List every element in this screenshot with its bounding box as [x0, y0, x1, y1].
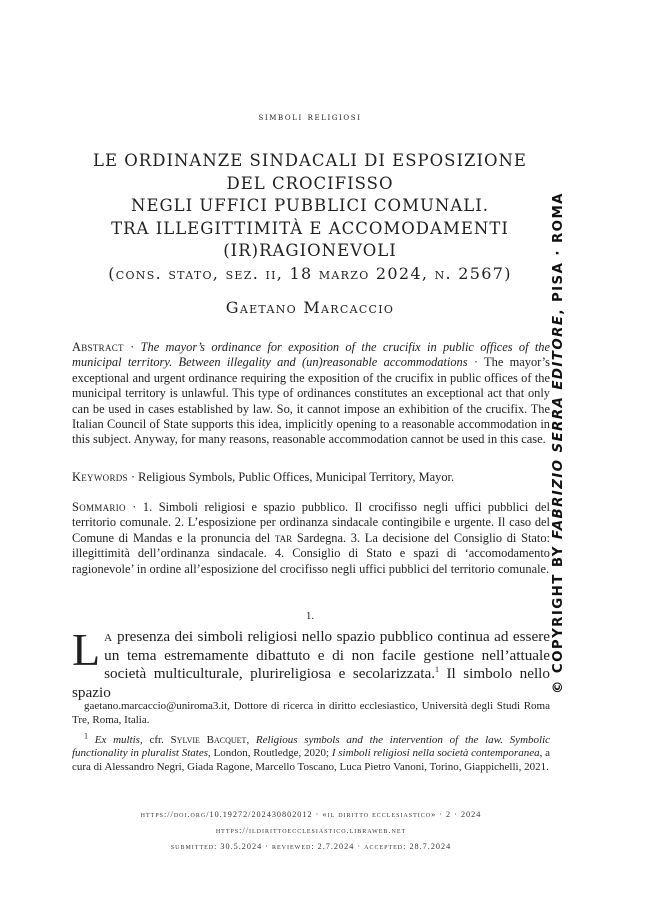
body-smallcaps: a [104, 628, 113, 645]
footnote-1 [72, 730, 551, 775]
author-affiliation: gaetano.marcaccio@uniroma3.it, Dottore di ricerca in diritto ecclesiastico, Università degli Studi Roma Tre, Roma, Italia. [72, 700, 550, 726]
title-case-reference: (cons. stato, sez. ii, 18 marzo 2024, n. 2567) [108, 263, 512, 283]
copyright-notice [548, 192, 570, 694]
article-title [40, 150, 580, 285]
abstract-english-title: The mayor’s ordinance for exposition of the crucifix in public offices of the municipal territory. Between illegality and (un)reasonable accommodations [72, 340, 550, 370]
keywords [72, 470, 550, 485]
section-number: 1. [305, 610, 315, 622]
copyright-prefix: © COPYRIGHT BY [551, 539, 566, 694]
body-text: presenza dei simboli religiosi nello spazio pubblico continua ad essere un tema estremamente dibattuto e di non facile gestione nell’attuale società multiculturale, plurireligiosa e secolarizzata. [104, 628, 550, 683]
fn-book-title: Religious symbols and the intervention of the law. Symbolic functionality in pluralist States [72, 733, 551, 760]
drop-cap: L [72, 624, 101, 675]
keywords-text: · Religious Symbols, Public Offices, Municipal Territory, Mayor. [127, 470, 455, 484]
keywords-label: Keywords [72, 470, 128, 484]
abstract-text: · The mayor’s exceptional and urgent ordinance requiring the exposition of the crucifix in public offices of the municipal territory is unlawful. This type of ordinances constitutes an exceptional act that only can be used in cases established by law. So, it cannot impose an exhibition of the crucifix. The Italian Council of State supports this idea, implicitly opening to a reasonable accommodation in this subject. Anyway, for many reasons, reasonable accommodation cannot be used in this case. [72, 355, 550, 447]
sommario-tar: tar [274, 530, 293, 545]
copyright-suffix: , PISA · ROMA [551, 192, 566, 315]
title-line: NEGLI UFFICI PUBBLICI COMUNALI. [131, 196, 489, 215]
footnotes [72, 700, 550, 781]
body-text-end: Il simbolo nello spazio [72, 665, 550, 701]
journal-url[interactable]: https://ildirittoecclesiastico.libraweb.net [215, 826, 407, 835]
copyright-publisher: FABRIZIO SERRA EDITORE [551, 314, 566, 540]
section-label: simboli religiosi [258, 112, 362, 123]
fn-text: , a cura di Alessandro Negri, Giada Ragone, Marcello Toscano, Luca Pietro Vanoni, Torino, Giappichelli, 2021. [72, 747, 550, 774]
sommario [72, 500, 550, 577]
fn-latin: Ex multis [94, 733, 140, 746]
fn-text: , cfr. [139, 733, 171, 746]
title-line: LE ORDINANZE SINDACALI DI ESPOSIZIONE [93, 151, 527, 170]
doi-line[interactable]: https://doi.org/10.19272/202430802012 · «il diritto ecclesiastico» · 2 · 2024 [140, 810, 482, 819]
title-line: TRA ILLEGITTIMITÀ E ACCOMODAMENTI [111, 218, 509, 238]
fn-text: , London, Routledge, 2020; [208, 747, 332, 760]
sommario-text: · 1. Simboli religiosi e spazio pubblico. Il crocifisso negli uffici pubblici del territorio comunale. 2. L’esposizione per ordinanza sindacale contingibile e urgente. Il caso del Comune di Mandas e la pronuncia del [72, 500, 550, 545]
title-line: (IR)RAGIONEVOLI [223, 241, 397, 260]
abstract [72, 340, 550, 448]
body-paragraph [72, 624, 550, 702]
publication-info [72, 807, 550, 855]
submission-dates: submitted: 30.5.2024 · reviewed: 2.7.2024 · accepted: 28.7.2024 [170, 842, 452, 851]
footnote-ref[interactable]: 1 [435, 665, 440, 675]
abstract-separator: · [123, 340, 141, 354]
sommario-label: Sommario [72, 500, 126, 514]
author-name: Gaetano Marcaccio [225, 298, 395, 317]
fn-author: Sylvie Bacquet [170, 733, 247, 746]
sommario-text-end: Sardegna. 3. La decisione del Consiglio di Stato: illegittimità dell’ordinanza sindacale. 4. Consiglio di Stato e spazi di ‘accomodamento ragionevole’ in ordine all’esposizione del crocifisso negli uffici pubblici del territorio comunale. [72, 530, 550, 576]
fn-book-title: I simboli religiosi nella società contemporanea [331, 747, 540, 760]
footnote-number: 1 [84, 730, 88, 740]
abstract-label: Abstract [72, 340, 124, 354]
fn-text: , [246, 733, 256, 746]
title-line: DEL CROCIFISSO [226, 173, 394, 193]
